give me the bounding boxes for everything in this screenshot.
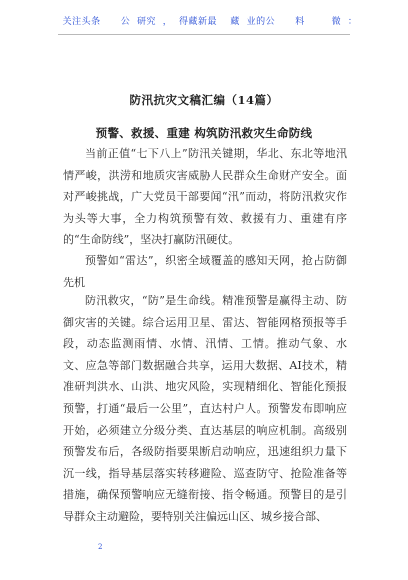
page-number: 2 — [98, 543, 103, 551]
paragraph-warning-radar: 预警如“雷达”，织密全域覆盖的感知天网，抢占防御先机 — [63, 254, 347, 289]
section-heading: 预警、救援、重建 构筑防汛救灾生命防线 — [95, 126, 313, 140]
header-divider — [58, 34, 350, 35]
page-header-text: 关注头条 公 研究 ， 得藏新最 藏 业的公 料 微 ： — [62, 17, 358, 27]
paragraph-intro: 当前正值“七下八上”防汛关键期，华北、东北等地汛情严峻，洪涝和地质灾害威胁人民群众生命财产安全。面对严峻挑战，广大党员干部要闻“汛”而动，将防汛救灾作为头等大事，全力构筑预警有效、救援有力、重建有序的“生命防线”，坚决打赢防汛硬仗。 — [63, 147, 347, 247]
paragraph-prevention: 防汛救灾，“防”是生命线。精准预警是赢得主动、防御灾害的关键。综合运用卫星、雷达、智能网格预报等手段，动态监测雨情、水情、汛情、工情。推动气象、水文、应急等部门数据融合共享，运用大数据、AI技术，精准研判洪水、山洪、地灾风险，实现精细化、智能化预报预警，打通“最后一公里”，直达村户人。预警发布即响应开始，必须建立分级分类、直达基层的响应机制。高级别预警发布后，各级防指要果断启动响应，迅速组织力量下沉一线，指导基层落实转移避险、巡查防守、抢险准备等措施，确保预警响应无缝衔接、指令畅通。预警目的是引导群众主动避险，要特别关注偏远山区、城乡接合部、 — [63, 294, 347, 523]
document-title: 防汛抗灾文稿汇编（14篇） — [129, 93, 279, 107]
paragraph-block-main — [63, 290, 347, 528]
paragraph-block-intro — [63, 143, 347, 251]
paragraph-block-subheading — [63, 250, 347, 293]
